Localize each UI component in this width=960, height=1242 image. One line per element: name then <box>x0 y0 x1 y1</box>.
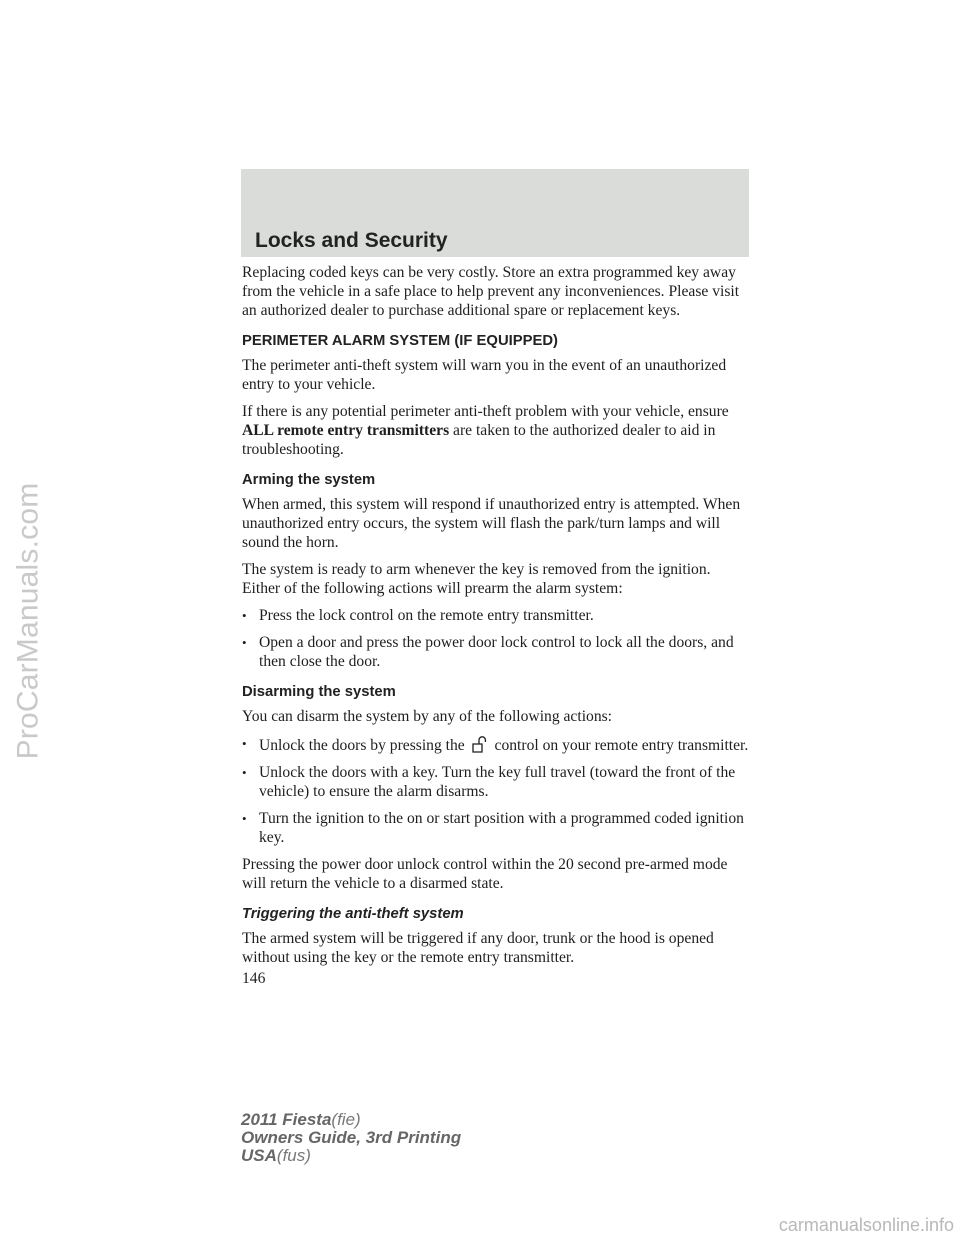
disarming-list <box>242 734 752 847</box>
footer-model-code: (fie) <box>331 1110 361 1129</box>
paragraph-pre-armed: Pressing the power door unlock control within the 20 second pre-armed mode will return the vehicle to a disarmed state. <box>242 856 728 892</box>
heading-triggering: Triggering the anti-theft system <box>242 906 464 922</box>
heading-perimeter-alarm: PERIMETER ALARM SYSTEM (IF EQUIPPED) <box>242 333 558 349</box>
footer-line-market <box>241 1147 461 1165</box>
list-item <box>242 633 752 671</box>
list-item-text: Turn the ignition to the on or start position with a programmed coded ignition key. <box>259 810 744 846</box>
list-item <box>242 809 752 847</box>
list-item-text: Unlock the doors with a key. Turn the key full travel (toward the front of the vehicle) to ensure the alarm disarms. <box>259 764 736 800</box>
list-item <box>242 606 752 625</box>
page-number: 146 <box>242 970 266 987</box>
footer-market: USA <box>241 1146 277 1165</box>
text-fragment: control on your remote entry transmitter. <box>490 737 749 754</box>
text-fragment: Unlock the doors by pressing the <box>259 737 469 754</box>
footer-model: 2011 Fiesta <box>241 1110 332 1129</box>
bullet: • <box>242 635 247 650</box>
bullet: • <box>242 736 247 751</box>
paragraph-triggering: The armed system will be triggered if any door, trunk or the hood is opened without using the key or the remote entry transmitter. <box>242 930 714 966</box>
unlock-padlock-icon <box>469 734 491 754</box>
list-item-text: Press the lock control on the remote entry transmitter. <box>259 607 594 624</box>
bullet: • <box>242 765 247 780</box>
page-body <box>242 263 752 975</box>
watermark-text: ProCarManuals.com <box>11 482 45 760</box>
section-title: Locks and Security <box>255 229 448 252</box>
section-header <box>241 169 749 257</box>
paragraph-disarming-intro: You can disarm the system by any of the following actions: <box>242 708 613 725</box>
paragraph-coded-keys: Replacing coded keys can be very costly. Store an extra programmed key away from the vehicle in a safe place to help prevent any inconveniences. Please visit an authorized dealer to purchase additional spare or replacement keys. <box>242 264 740 319</box>
paragraph-arming-response: When armed, this system will respond if unauthorized entry is attempted. When unauthorized entry occurs, the system will flash the park/turn lamps and will sound the horn. <box>242 496 741 551</box>
list-item-text: Open a door and press the power door lock control to lock all the doors, and then close the door. <box>259 634 734 670</box>
list-item <box>242 763 752 801</box>
paragraph-perimeter-problem <box>242 402 752 459</box>
paragraph-arming-ready: The system is ready to arm whenever the key is removed from the ignition. Either of the following actions will prearm the alarm system: <box>242 561 711 597</box>
footer-line-model <box>241 1111 461 1129</box>
text-fragment: are taken to the authorized dealer to aid in troubleshooting. <box>242 422 716 458</box>
side-watermark <box>4 0 52 1242</box>
arming-list <box>242 606 752 671</box>
heading-disarming: Disarming the system <box>242 684 396 700</box>
text-fragment: If there is any potential perimeter anti-theft problem with your vehicle, ensure <box>242 403 729 420</box>
bullet: • <box>242 811 247 826</box>
footer-market-code: (fus) <box>276 1146 311 1165</box>
footer-edition: Owners Guide, 3rd Printing <box>241 1128 462 1147</box>
heading-arming: Arming the system <box>242 472 376 488</box>
site-watermark: carmanualsonline.info <box>778 1215 954 1235</box>
emphasis-remote-transmitters: ALL remote entry transmitters <box>242 422 450 439</box>
document-footer <box>241 1111 461 1165</box>
bullet: • <box>242 608 247 623</box>
paragraph-perimeter-intro: The perimeter anti-theft system will warn you in the event of an unauthorized entry to your vehicle. <box>242 357 727 393</box>
list-item <box>242 734 752 755</box>
